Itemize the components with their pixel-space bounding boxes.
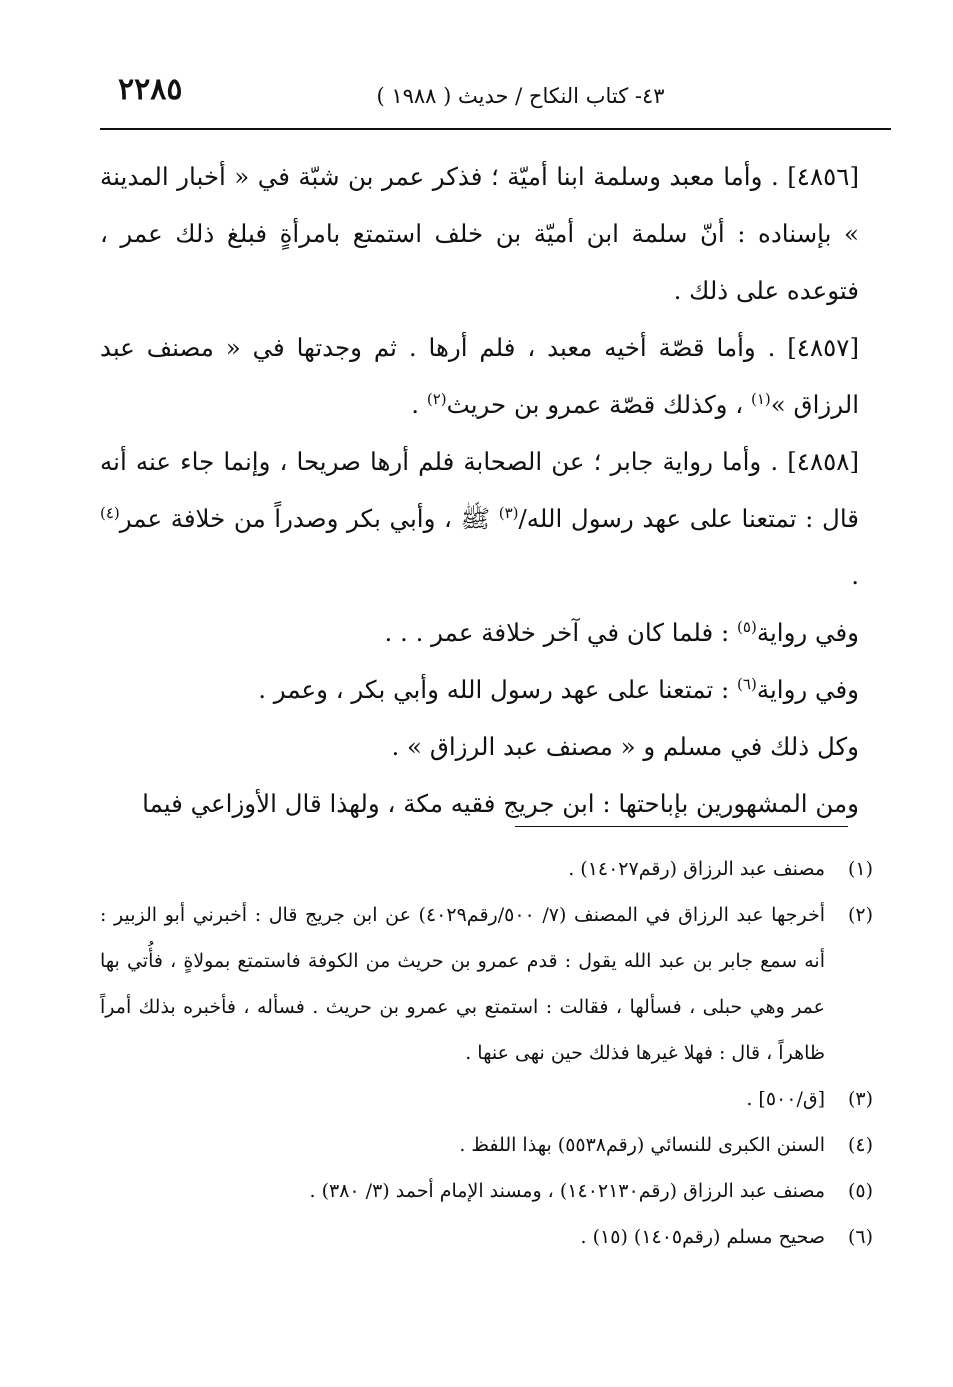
footnote-ref-3: (٣) (498, 503, 519, 522)
riwaya-5-label: وفي رواية (756, 618, 859, 647)
footnote-4 (100, 1122, 873, 1168)
footnote-number: (٤) (847, 1134, 873, 1156)
page-number: ٢٢٨٥ (118, 72, 183, 107)
paragraph-4858 (100, 433, 889, 604)
footnote-number: (٢) (847, 904, 873, 926)
footnote-ref-6: (٦) (737, 674, 757, 693)
running-title: ٤٣- كتاب النكاح / حديث ( ١٩٨٨ ) (376, 84, 665, 108)
paragraph-riwaya-6 (100, 661, 889, 718)
paragraph-muslim: وكل ذلك في مسلم و « مصنف عبد الرزاق » . (391, 732, 859, 761)
footnote-text: [ق/٥٠٠] . (746, 1088, 825, 1110)
footnote-ref-1: (١) (751, 389, 771, 408)
footnote-text: صحيح مسلم (رقم١٤٠٥) (١٥) . (580, 1226, 825, 1248)
footnote-number: (٣) (847, 1088, 873, 1110)
footnote-2 (100, 892, 873, 1076)
footnote-separator (515, 826, 848, 827)
page-header (100, 70, 891, 130)
footnote-text: السنن الكبرى للنسائي (رقم٥٥٣٨) بهذا اللفظ . (459, 1134, 825, 1156)
paragraph-4858-text: [٤٨٥٨] . وأما رواية جابر ؛ عن الصحابة فلم أرها صريحا ، وإنما جاء عنه أنه قال : تمتعنا على عهد رسول الله/ (100, 447, 859, 533)
riwaya-6-text: : تمتعنا على عهد رسول الله وأبي بكر ، وعمر . (258, 675, 730, 704)
paragraph-4857-text: [٤٨٥٧] . وأما قصّة أخيه معبد ، فلم أرها . ثم وجدتها في « مصنف عبد الرزاق » (100, 333, 859, 419)
riwaya-6-label: وفي رواية (756, 675, 859, 704)
footnote-number: (٥) (847, 1180, 873, 1202)
footnote-text: مصنف عبد الرزاق (رقم١٤٠٢١٣٠) ، ومسند الإمام أحمد (٣/ ٣٨٠) . (309, 1180, 825, 1202)
footnote-ref-4: (٤) (100, 503, 120, 522)
footnote-number: (٦) (847, 1226, 873, 1248)
paragraph-4858-continuation: ﷺ ، وأبي بكر وصدراً من خلافة عمر (119, 504, 491, 533)
footnote-3 (100, 1076, 873, 1122)
paragraph-4857 (100, 319, 889, 433)
paragraph-4857-end: . (411, 390, 420, 419)
footnote-ref-5: (٥) (737, 617, 757, 636)
footnote-5 (100, 1168, 873, 1214)
paragraph-ibn-jurayj: ومن المشهورين بإباحتها : ابن جريج فقيه مكة ، ولهذا قال الأوزاعي فيما (142, 789, 859, 818)
footnote-number: (١) (847, 858, 873, 880)
footnote-6 (100, 1214, 873, 1260)
riwaya-5-text: : فلما كان في آخر خلافة عمر . . . (384, 618, 730, 647)
footnote-text: أخرجها عبد الرزاق في المصنف (٧/ ٥٠٠/رقم٤٠٢٩) عن ابن جريج قال : أخبرني أبو الزبير : أنه سمع جابر بن عبد الله يقول : قدم عمرو بن حريث من الكوفة فاستمتع بمولاةٍ ، فأُتي بها عمر وهي حبلى ، فسألها ، فقالت : استمتع بي عمرو بن حريث . فسأله ، فأخبره بذلك أمراً ظاهراً ، قال : فهلا غيرها فذلك حين نهى عنها . (100, 904, 825, 1064)
paragraph-4857-continuation: ، وكذلك قصّة عمرو بن حريث (446, 390, 744, 419)
footnote-text: مصنف عبد الرزاق (رقم١٤٠٢٧) . (568, 858, 825, 880)
footnote-ref-2: (٢) (426, 389, 447, 408)
paragraph-4856: [٤٨٥٦] . وأما معبد وسلمة ابنا أميّة ؛ فذكر عمر بن شبّة في « أخبار المدينة » بإسناده : أنّ سلمة ابن أميّة بن خلف استمتع بامرأةٍ فبلغ ذلك عمر ، فتوعده على ذلك . (100, 162, 859, 305)
paragraph-riwaya-5 (100, 604, 889, 661)
footnote-1 (100, 846, 873, 892)
paragraph-4858-end: . (851, 561, 859, 590)
footnotes (100, 846, 873, 1260)
main-text (100, 148, 889, 832)
